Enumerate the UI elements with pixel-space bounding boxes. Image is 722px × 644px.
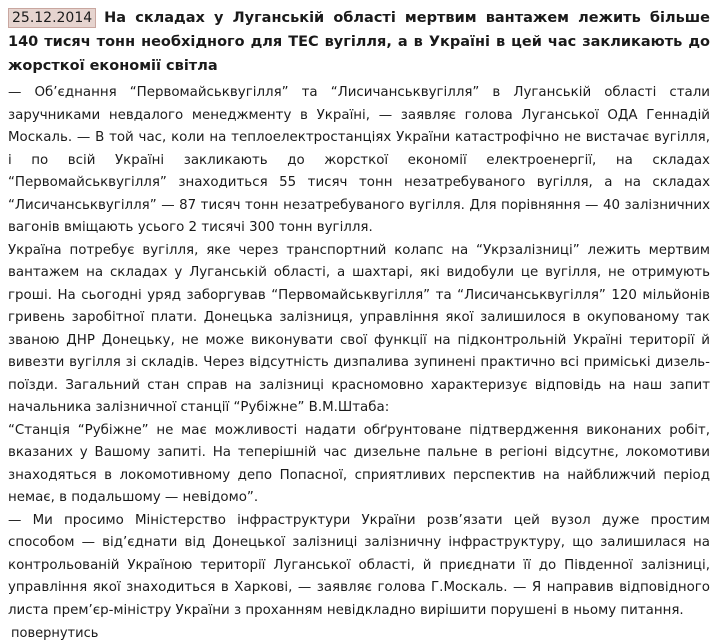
- article-headline: [8, 6, 710, 78]
- back-link[interactable]: повернутись: [11, 626, 99, 641]
- article-paragraph: — Об’єднання “Первомайськвугілля” та “Лисичанськвугілля” в Луганській області стали заручниками невдалого менеджменту в Україні, — заявляє голова Луганської ОДА Геннадій Москаль. — В той час, коли на теплоелектростанціях України катастрофічно не вистачає вугілля, і по всій Україні закликають до жорсткої економії електроенергії, на складах “Первомайськвугілля” знаходиться 55 тисяч тонн незатребуваного вугілля, а на складах “Лисичанськвугілля” — 87 тисяч тонн незатребуваного вугілля. Для порівняння — 40 залізничних вагонів вміщають усього 2 тисячі 300 тонн вугілля.: [8, 85, 710, 235]
- article-quote: “Станція “Рубіжне” не має можливості надати обґрунтоване підтвердження виконаних робіт, вказаних у Вашому запиті. На теперішній час дизельне пальне в регіоні відсутнє, локомотиви знаходяться в локомотивному депо Попасної, сприятливих перспектив на найближчий період немає, в подальшому — невідомо”.: [8, 422, 710, 505]
- article-paragraph: — Ми просимо Міністерство інфраструктури України розв’язати цей вузол дуже простим способом — від’єднати від Донецької залізниці залізничну інфраструктуру, що залишилася на контрольованій Україною території Луганської області, й приєднати її до Південної залізниці, управління якої знаходиться в Харкові, — заявляє голова Г.Москаль. — Я направив відповідного листа прем’єр-міністру України з проханням невідкладно вирішити порушені в ньому питання.: [8, 512, 710, 618]
- date-badge: 25.12.2014: [8, 8, 96, 28]
- article-paragraph: Україна потребує вугілля, яке через транспортний колапс на “Укрзалізниці” лежить мертвим вантажем на складах у Луганській області, а шахтарі, які видобули це вугілля, не отримують гроші. На сьогодні уряд заборгував “Первомайськвугілля” та “Лисичанськвугілля” 120 мільйонів гривень заробітної плати. Донецька залізниця, управління якої залишилося в окупованому так званою ДНР Донецьку, не може виконувати свої функції на підконтрольній Україні території й вивезти вугілля зі складів. Через відсутність дизпалива зупинені практично всі приміські дизель-поїзди. Загальний стан справ на залізниці красномовно характеризує відповідь на наш запит начальника залізничної станції “Рубіжне” В.М.Штаба:: [8, 242, 710, 415]
- news-article: [8, 6, 710, 644]
- article-title: На складах у Луганській області мертвим вантажем лежить більше 140 тисяч тонн необхідного для ТЕС вугілля, а в Україні в цей час закликають до жорсткої економії світла: [8, 10, 710, 74]
